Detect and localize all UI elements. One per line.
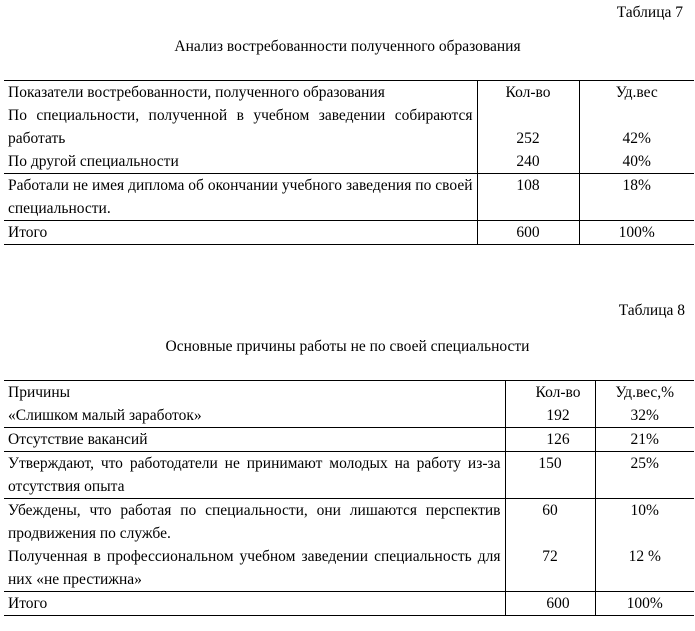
table8-row-share: 21% — [595, 428, 694, 452]
table8 — [4, 380, 694, 616]
table7-row-label: По специальности, полученной в учебном заведении собираются работать — [8, 107, 473, 147]
table8-header-share: Уд.вес,% — [595, 381, 694, 405]
table7-total-count: 600 — [477, 221, 579, 245]
table8-row-label: Утверждают, что работодатели не принимают молодых на работу из-за отсутствия опыта — [4, 452, 505, 499]
table8-total-label: Итого — [4, 592, 505, 616]
table-row — [4, 174, 694, 221]
table8-row-count: 60 — [505, 499, 595, 546]
table8-header-row — [4, 381, 694, 405]
table7-row-label: По другой специальности — [8, 153, 179, 170]
table8-header-count: Кол-во — [505, 381, 595, 405]
table7-total-row — [4, 221, 694, 245]
table8-row-share: 32% — [595, 404, 694, 428]
table8-row-count: 150 — [505, 452, 595, 499]
table8-row-label: Убеждены, что работая по специальности, они лишаются перспектив продвижения по службе. — [4, 499, 505, 546]
table8-row-share: 10% — [595, 499, 694, 546]
table7-total-label: Итого — [4, 221, 477, 245]
table8-total-count: 600 — [505, 592, 595, 616]
table-row — [4, 428, 694, 452]
table7 — [4, 80, 694, 245]
table7-row-label: Работали не имея диплома об окончании учебного заведения по своей специальности. — [4, 174, 477, 221]
table8-row-label: Полученная в профессиональном учебном заведении специальность для них «не престижна» — [8, 548, 501, 588]
table7-header-count: Кол-во — [477, 81, 579, 105]
table-row — [4, 104, 694, 150]
table8-caption: Таблица 8 — [618, 302, 685, 319]
table8-row-count: 126 — [505, 428, 595, 452]
table8-total-share: 100% — [595, 592, 694, 616]
table7-title: Анализ востребованности полученного образования — [174, 38, 521, 55]
table8-row-label: Отсутствие вакансий — [4, 428, 505, 452]
table7-row-count: 108 — [477, 174, 579, 221]
table7-row-share: 40% — [579, 150, 694, 174]
table7-caption: Таблица 7 — [616, 4, 683, 21]
table7-row-share: 42% — [579, 104, 694, 150]
table8-row-count: 192 — [505, 404, 595, 428]
table7-row-count: 252 — [477, 104, 579, 150]
table8-row-count: 72 — [505, 545, 595, 592]
table8-total-row — [4, 592, 694, 616]
table8-row-share: 25% — [595, 452, 694, 499]
table7-header-share: Уд.вес — [579, 81, 694, 105]
table7-row-share: 18% — [579, 174, 694, 221]
table8-header-reason: Причины — [8, 384, 71, 401]
table-row — [4, 404, 694, 428]
table-row — [4, 499, 694, 546]
table-row — [4, 452, 694, 499]
table7-row-count: 240 — [477, 150, 579, 174]
table7-total-share: 100% — [579, 221, 694, 245]
table7-header-row — [4, 81, 694, 105]
table8-row-label: «Слишком малый заработок» — [8, 407, 202, 424]
table-row — [4, 150, 694, 174]
table8-title: Основные причины работы не по своей специальности — [165, 338, 530, 355]
table-row — [4, 545, 694, 592]
table7-header-indicator: Показатели востребованности, полученного образования — [8, 84, 385, 101]
table8-row-share: 12 % — [595, 545, 694, 592]
